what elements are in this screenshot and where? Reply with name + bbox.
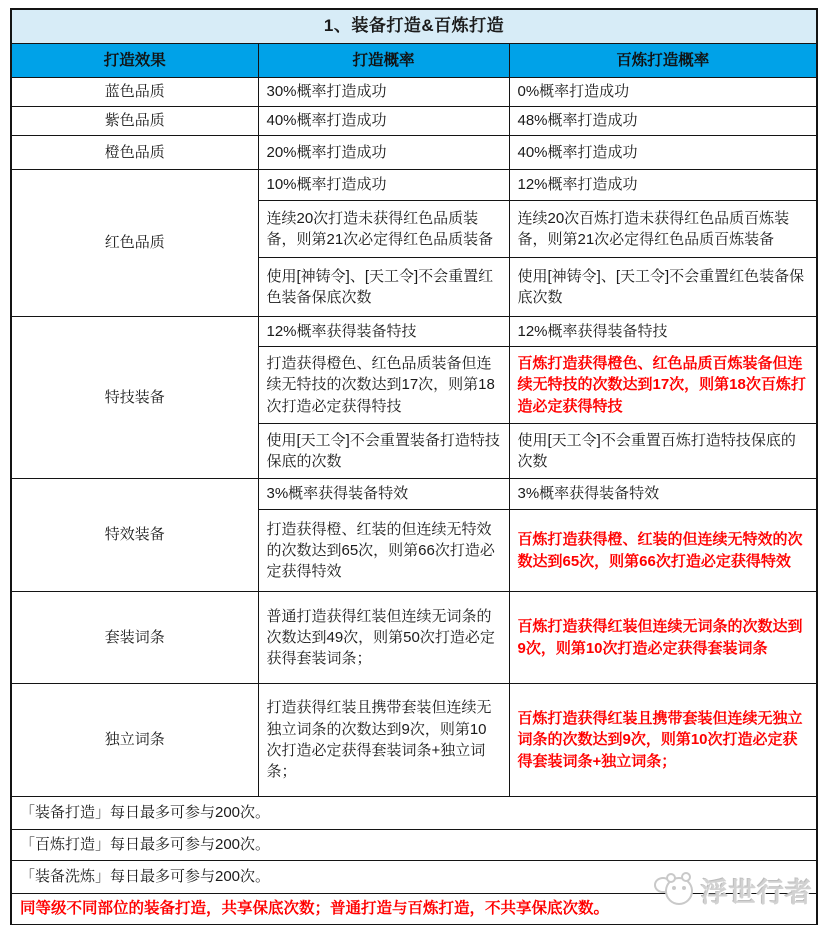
table-header-row (11, 44, 817, 78)
header-effect: 打造效果 (11, 44, 258, 78)
table-title: 1、装备打造&百炼打造 (11, 9, 817, 44)
row-independent-entry (11, 684, 817, 797)
row-footnote-bailian-craft (11, 830, 817, 861)
cell-normal: 3%概率获得装备特效 (258, 479, 509, 510)
cell-bailian: 12%概率获得装备特技 (509, 317, 817, 347)
cell-normal: 20%概率打造成功 (258, 136, 509, 170)
watermark-text: 浮世行者 (701, 878, 813, 908)
cell-normal: 连续20次打造未获得红色品质装备，则第21次必定得红色品质装备 (258, 201, 509, 258)
cell-bailian: 3%概率获得装备特效 (509, 479, 817, 510)
header-bailian-probability: 百炼打造概率 (509, 44, 817, 78)
cell-bailian: 0%概率打造成功 (509, 78, 817, 107)
cell-bailian: 40%概率打造成功 (509, 136, 817, 170)
row-footnote-equip-refine (11, 861, 817, 894)
footnote-equip-craft: 「装备打造」每日最多可参与200次。 (11, 797, 817, 830)
cell-bailian: 使用[神铸令]、[天工令]不会重置红色装备保底次数 (509, 258, 817, 317)
cell-bailian-highlighted: 百炼打造获得红装且携带套装但连续无独立词条的次数达到9次，则第10次打造必定获得套装词条+独立词条； (509, 684, 817, 797)
row-suit-entry (11, 592, 817, 684)
row-red-quality-1 (11, 170, 817, 201)
cell-normal: 10%概率打造成功 (258, 170, 509, 201)
cell-effect-suit-entry: 套装词条 (11, 592, 258, 684)
row-orange-quality (11, 136, 817, 170)
cell-effect-independent-entry: 独立词条 (11, 684, 258, 797)
cell-effect: 橙色品质 (11, 136, 258, 170)
cell-normal: 打造获得橙、红装的但连续无特效的次数达到65次，则第66次打造必定获得特效 (258, 510, 509, 592)
cell-normal: 打造获得红装且携带套装但连续无独立词条的次数达到9次，则第10次打造必定获得套装词条+独立词条； (258, 684, 509, 797)
cell-bailian-highlighted: 百炼打造获得橙、红装的但连续无特效的次数达到65次，则第66次打造必定获得特效 (509, 510, 817, 592)
row-blue-quality (11, 78, 817, 107)
row-footnote-equip-craft (11, 797, 817, 830)
row-special-skill-1 (11, 317, 817, 347)
row-purple-quality (11, 107, 817, 136)
cell-normal: 12%概率获得装备特技 (258, 317, 509, 347)
cell-normal: 40%概率打造成功 (258, 107, 509, 136)
cell-normal: 使用[神铸令]、[天工令]不会重置红色装备保底次数 (258, 258, 509, 317)
cell-bailian-highlighted: 百炼打造获得橙色、红色品质百炼装备但连续无特技的次数达到17次，则第18次百炼打造必定获得特技 (509, 347, 817, 424)
cell-effect-red-quality: 红色品质 (11, 170, 258, 317)
cell-normal: 使用[天工令]不会重置装备打造特技保底的次数 (258, 424, 509, 479)
cell-effect: 蓝色品质 (11, 78, 258, 107)
cell-effect-special-skill: 特技装备 (11, 317, 258, 479)
cell-normal: 普通打造获得红装但连续无词条的次数达到49次，则第50次打造必定获得套装词条； (258, 592, 509, 684)
cell-normal: 打造获得橙色、红色品质装备但连续无特技的次数达到17次，则第18次打造必定获得特技 (258, 347, 509, 424)
cell-bailian: 48%概率打造成功 (509, 107, 817, 136)
cell-bailian: 使用[天工令]不会重置百炼打造特技保底的次数 (509, 424, 817, 479)
row-special-effect-1 (11, 479, 817, 510)
table-title-row (11, 9, 817, 44)
footnote-equip-refine: 「装备洗炼」每日最多可参与200次。 (11, 861, 817, 894)
cell-bailian-highlighted: 百炼打造获得红装但连续无词条的次数达到9次，则第10次打造必定获得套装词条 (509, 592, 817, 684)
cell-effect-special-effect: 特效装备 (11, 479, 258, 592)
cell-bailian: 12%概率打造成功 (509, 170, 817, 201)
cell-bailian: 连续20次百炼打造未获得红色品质百炼装备，则第21次必定得红色品质百炼装备 (509, 201, 817, 258)
cell-effect: 紫色品质 (11, 107, 258, 136)
cell-normal: 30%概率打造成功 (258, 78, 509, 107)
warning-note: 同等级不同部位的装备打造，共享保底次数；普通打造与百炼打造，不共享保底次数。 (11, 894, 817, 925)
row-warning-note (11, 894, 817, 925)
footnote-bailian-craft: 「百炼打造」每日最多可参与200次。 (11, 830, 817, 861)
header-normal-probability: 打造概率 (258, 44, 509, 78)
craft-probability-table (10, 8, 818, 925)
